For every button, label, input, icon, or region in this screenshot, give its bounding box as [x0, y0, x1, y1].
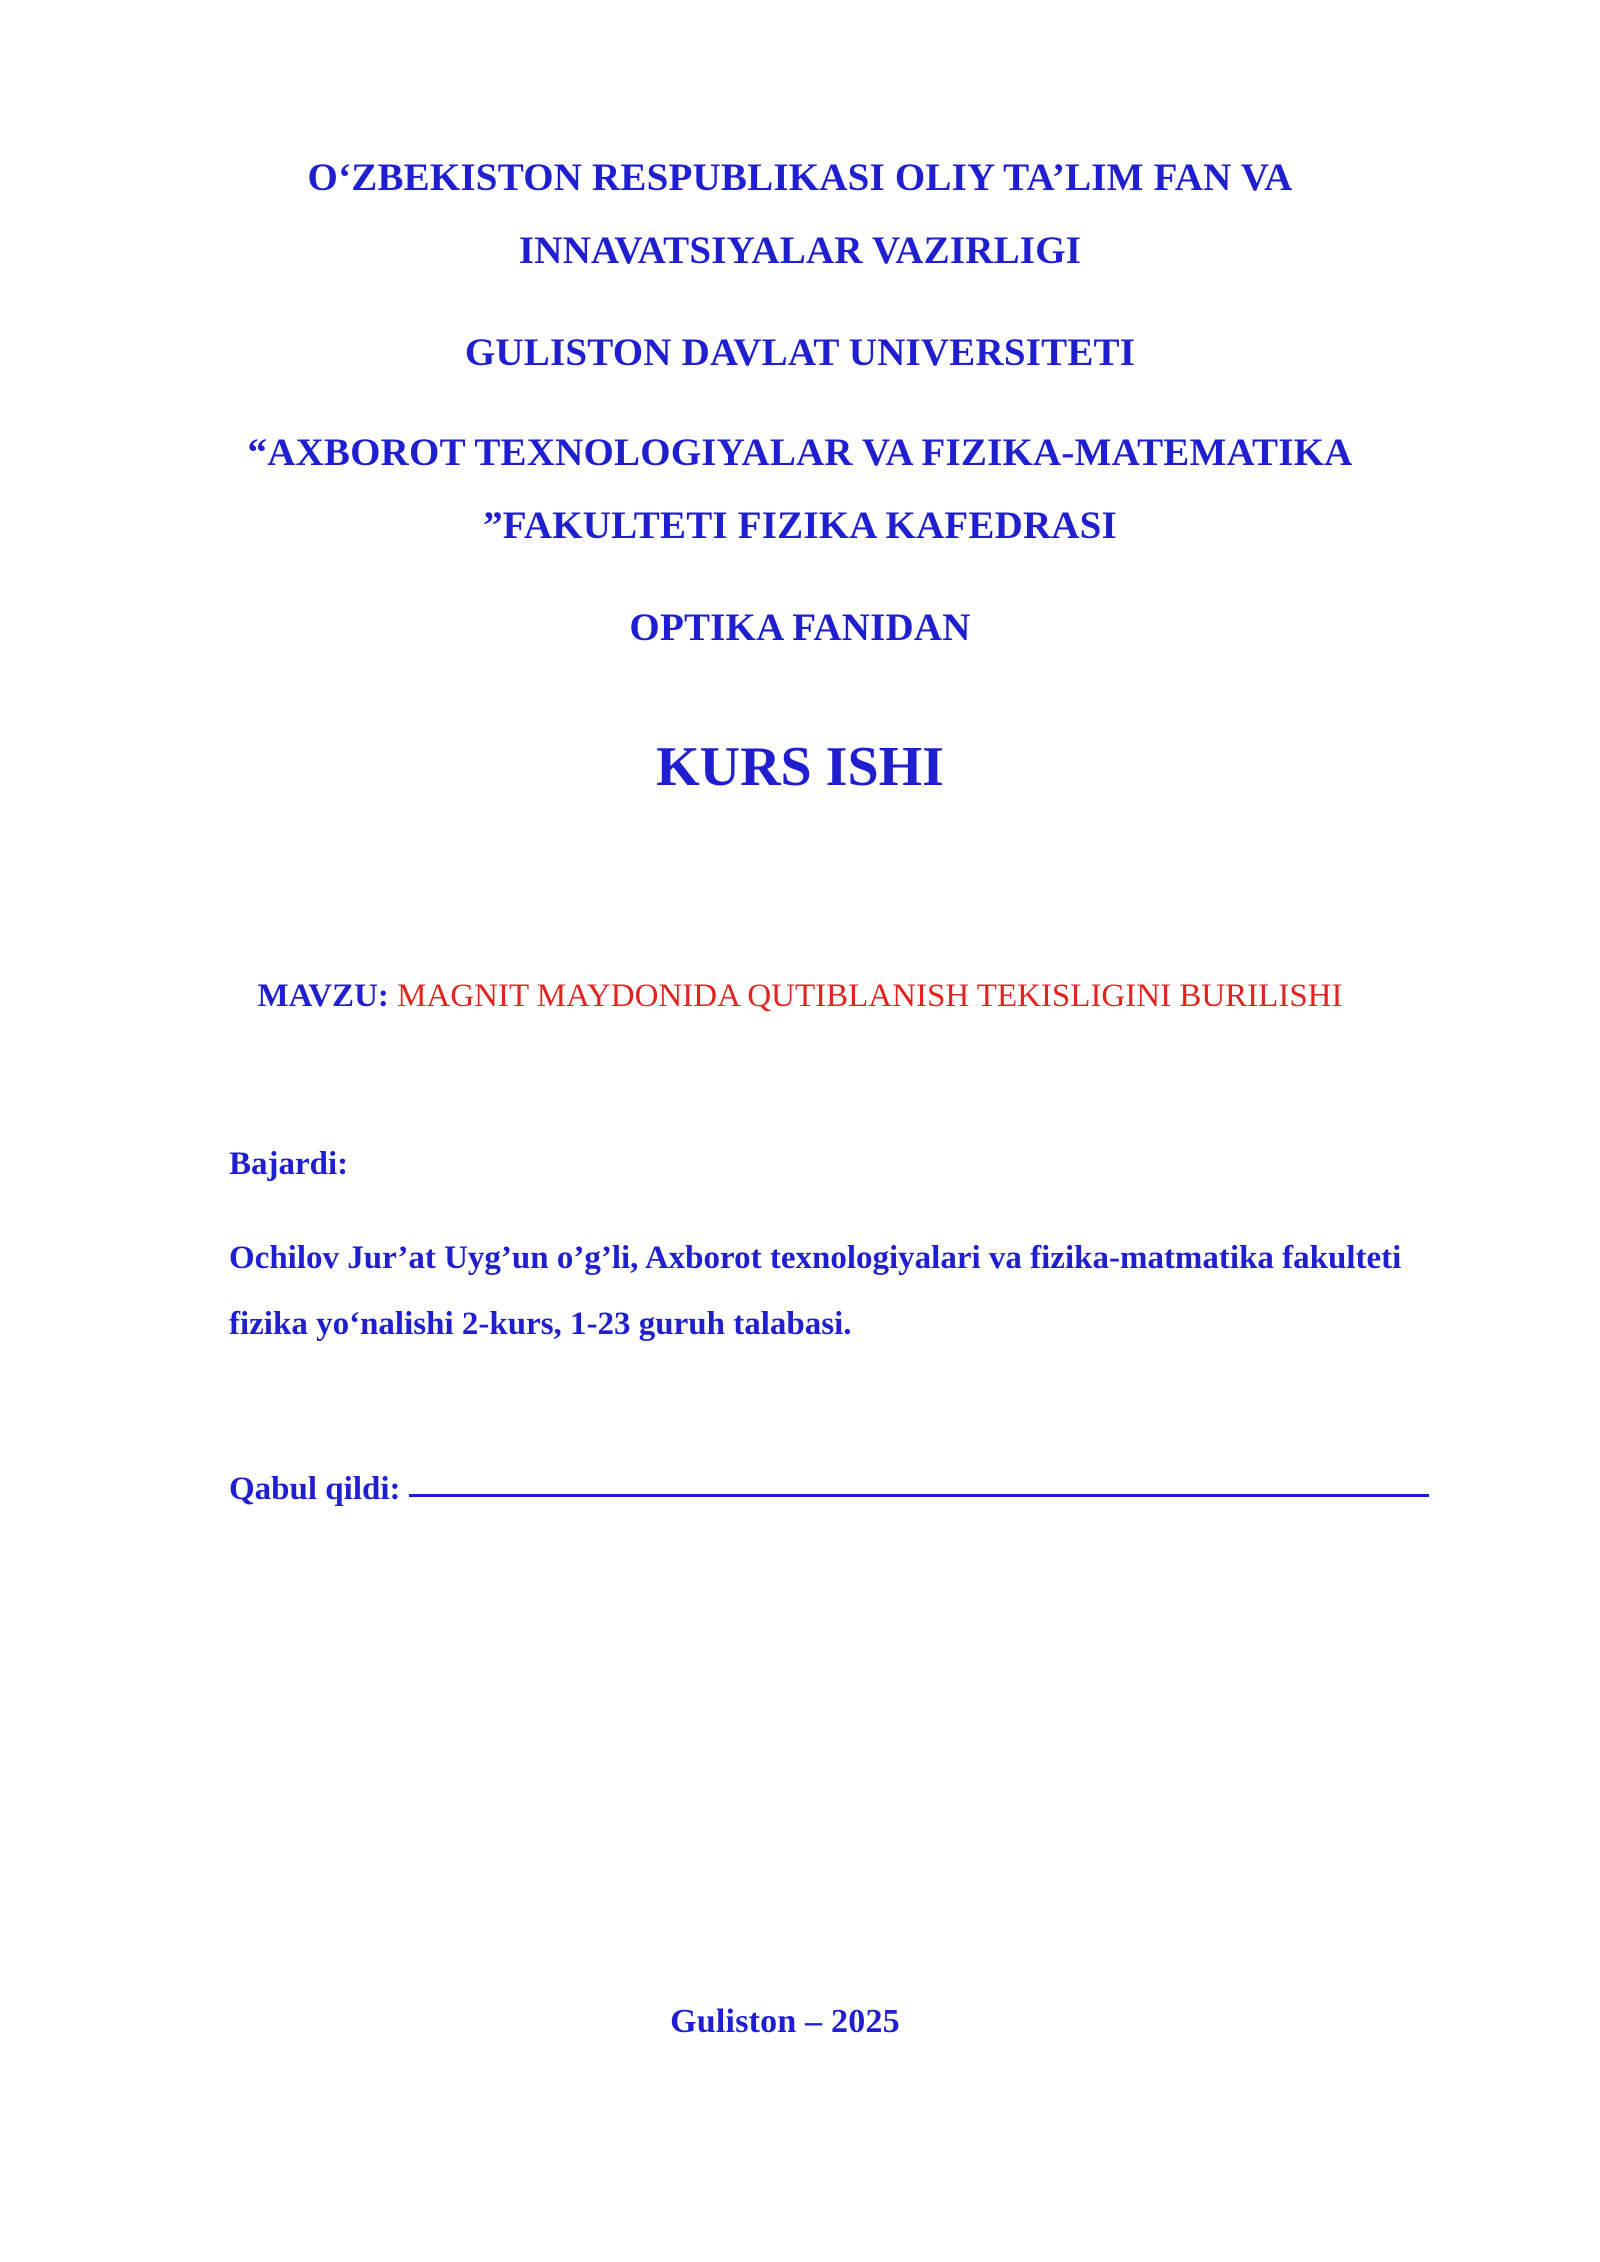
ministry-line-2: INNAVATSIYALAR VAZIRLIGI	[518, 229, 1082, 272]
subject-line: OPTIKA FANIDAN	[629, 606, 971, 649]
university-name: GULISTON DAVLAT UNIVERSITETI	[464, 331, 1136, 374]
topic-label: MAVZU:	[257, 978, 389, 1014]
faculty-line-1: “AXBOROT TEXNOLOGIYALAR VA FIZIKA-MATEMATIKA	[247, 431, 1353, 474]
accepted-label: Qabul qildi:	[229, 1471, 401, 1507]
document-title: KURS ISHI	[656, 736, 944, 798]
accepted-line	[229, 1471, 1429, 1508]
faculty-line-2: ”FAKULTETI FIZIKA KAFEDRASI	[483, 504, 1117, 547]
author-line-1: Ochilov Jur’at Uyg’un o’g’li, Axborot texnologiyalari va fizika-matmatika fakulteti	[229, 1240, 1402, 1276]
topic-value: MAGNIT MAYDONIDA QUTIBLANISH TEKISLIGINI BURILISHI	[397, 978, 1343, 1014]
topic-line	[0, 978, 1600, 1015]
signature-blank-line	[409, 1494, 1429, 1497]
ministry-line-1: O‘ZBEKISTON RESPUBLIKASI OLIY TA’LIM FAN VA	[307, 156, 1293, 199]
author-label: Bajardi:	[229, 1146, 349, 1182]
place-year: Guliston – 2025	[670, 2003, 900, 2040]
author-line-2: fizika yo‘nalishi 2-kurs, 1-23 guruh talabasi.	[229, 1306, 852, 1342]
